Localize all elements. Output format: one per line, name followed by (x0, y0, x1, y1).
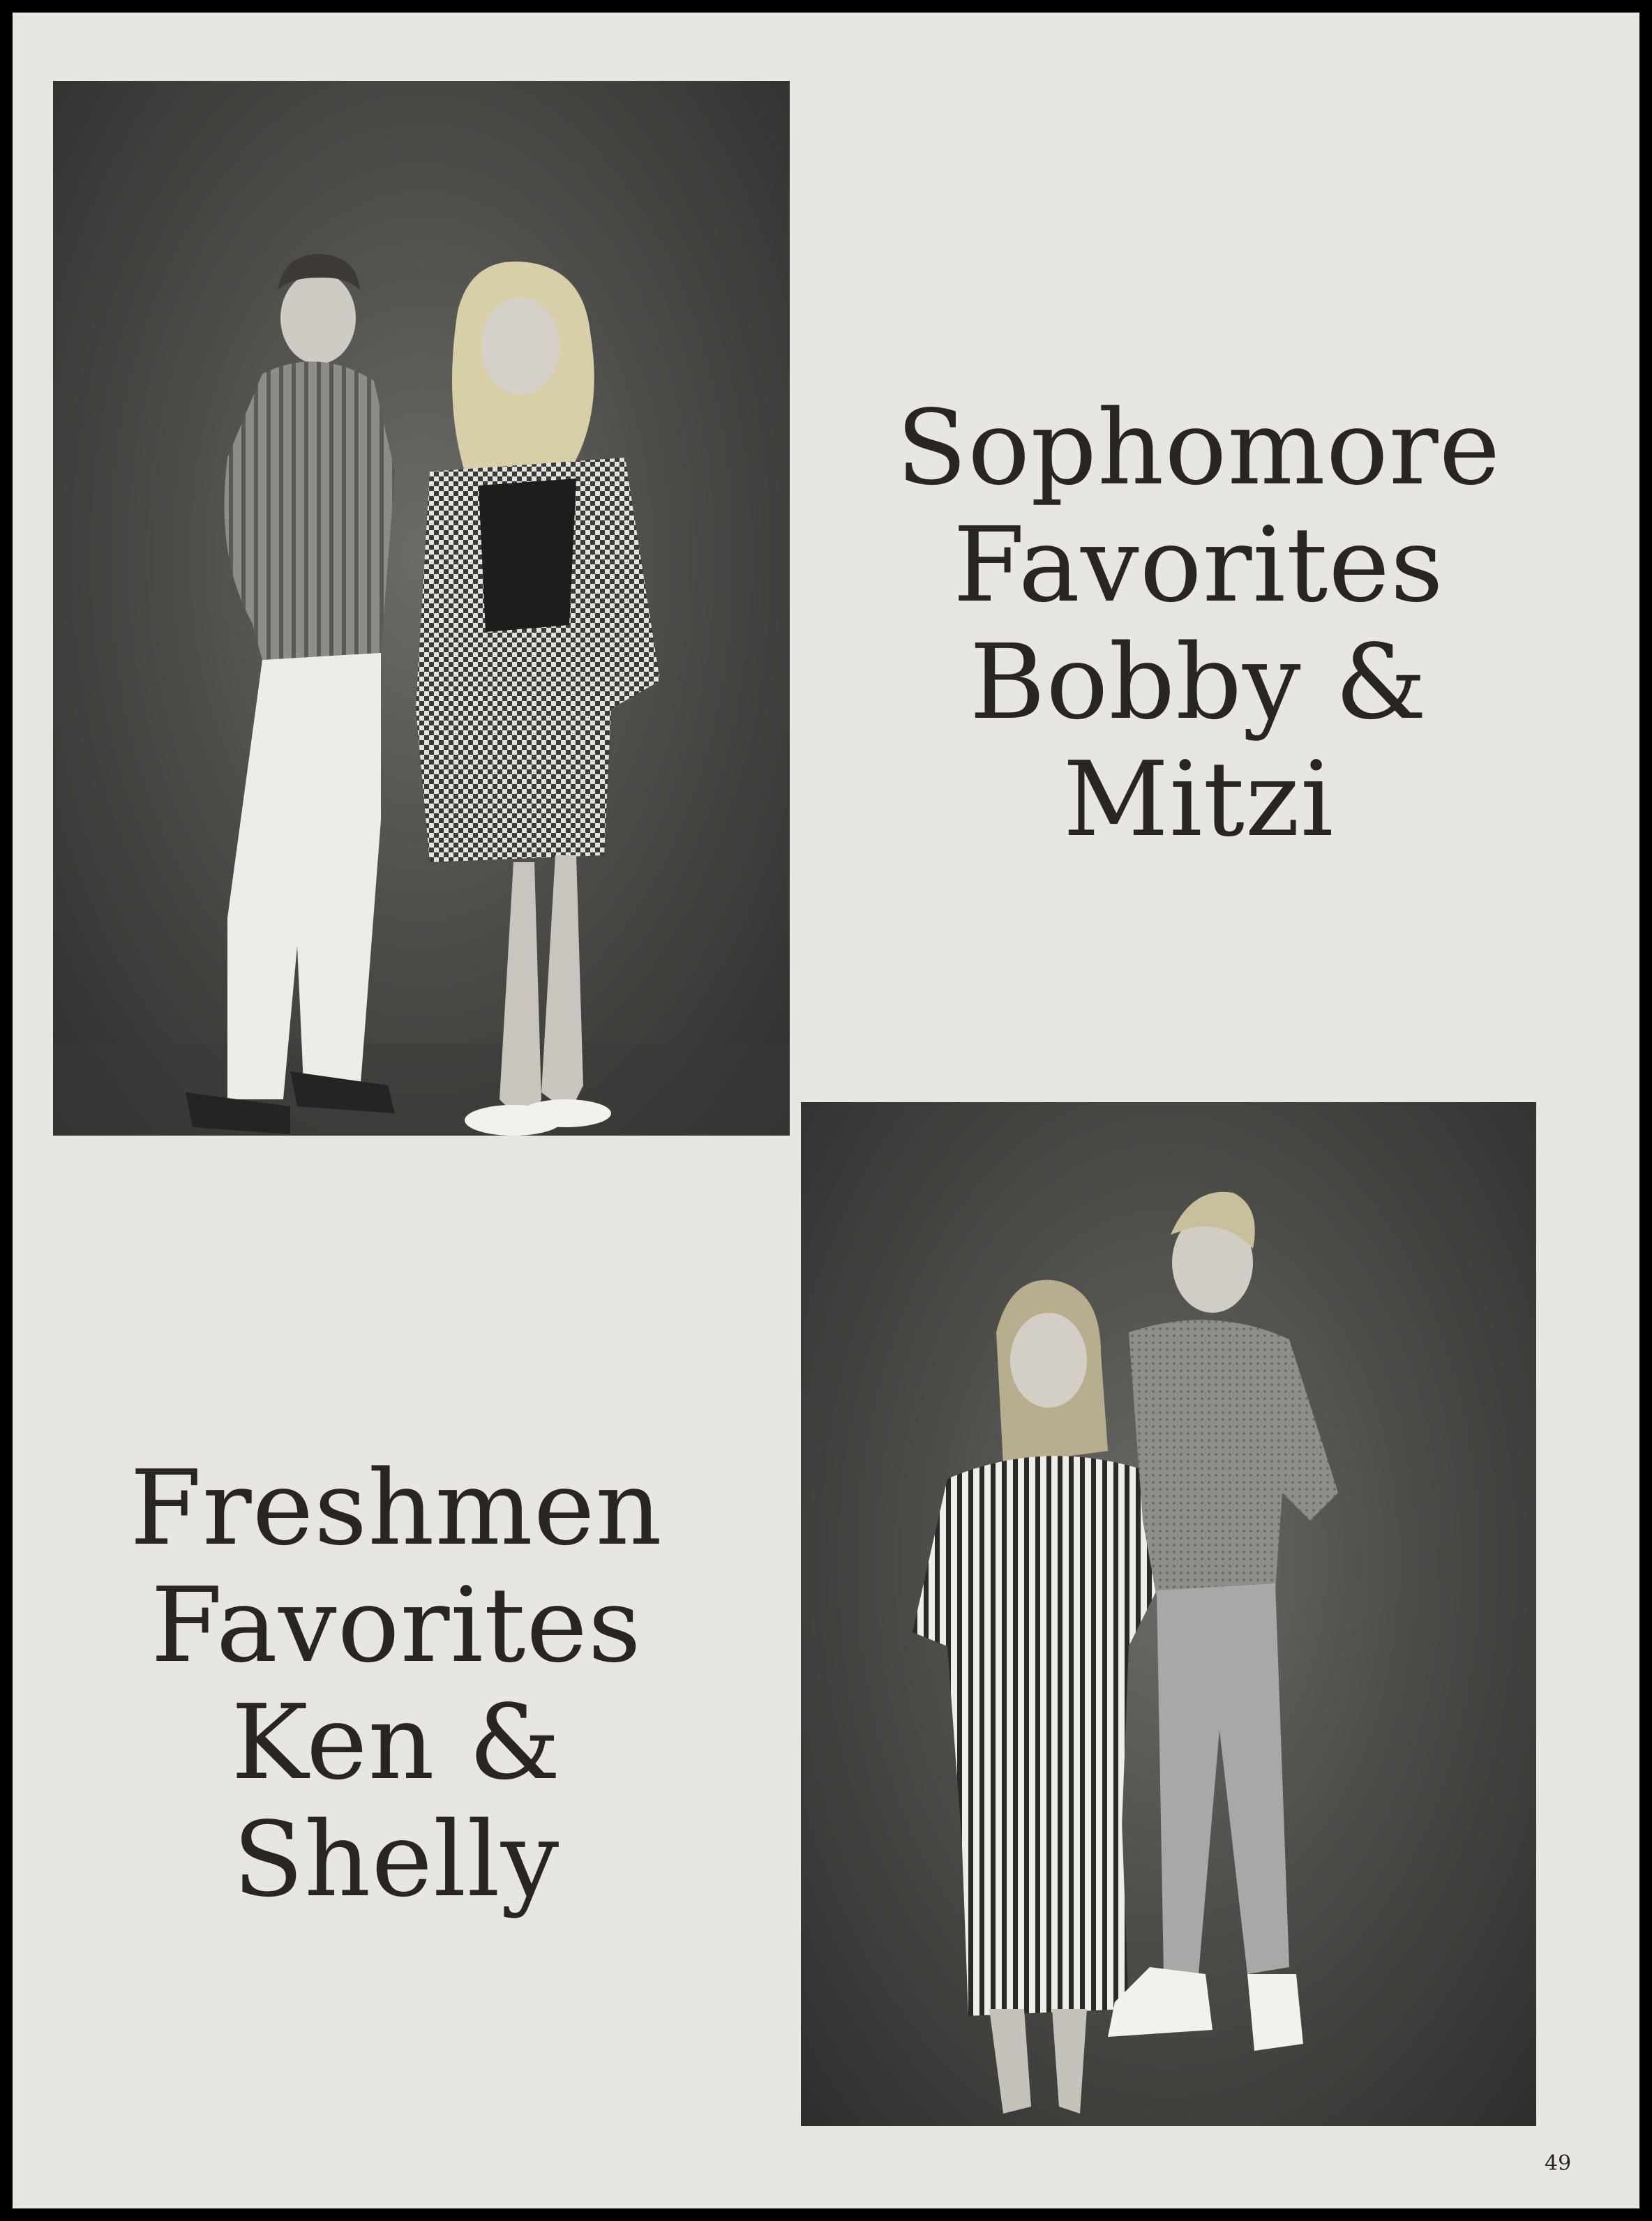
sophomore-favorites-photo (53, 81, 790, 1136)
caption-line: Ken & (231, 1682, 562, 1802)
photo-couple-icon (53, 81, 790, 1136)
photo-couple-icon (801, 1102, 1536, 2126)
caption-line: Favorites (151, 1565, 642, 1685)
caption-line: Bobby & (969, 622, 1428, 742)
yearbook-page (13, 13, 1639, 2208)
freshmen-favorites-caption (82, 1450, 710, 1918)
caption-line: Freshmen (130, 1448, 663, 1568)
freshmen-favorites-photo (801, 1102, 1536, 2126)
sophomore-favorites-caption (836, 389, 1561, 858)
caption-line: Mitzi (1062, 739, 1335, 859)
caption-line: Favorites (953, 505, 1444, 625)
caption-line: Sophomore (896, 388, 1501, 508)
caption-line: Shelly (232, 1800, 560, 1920)
page-number: 49 (1545, 2151, 1572, 2176)
